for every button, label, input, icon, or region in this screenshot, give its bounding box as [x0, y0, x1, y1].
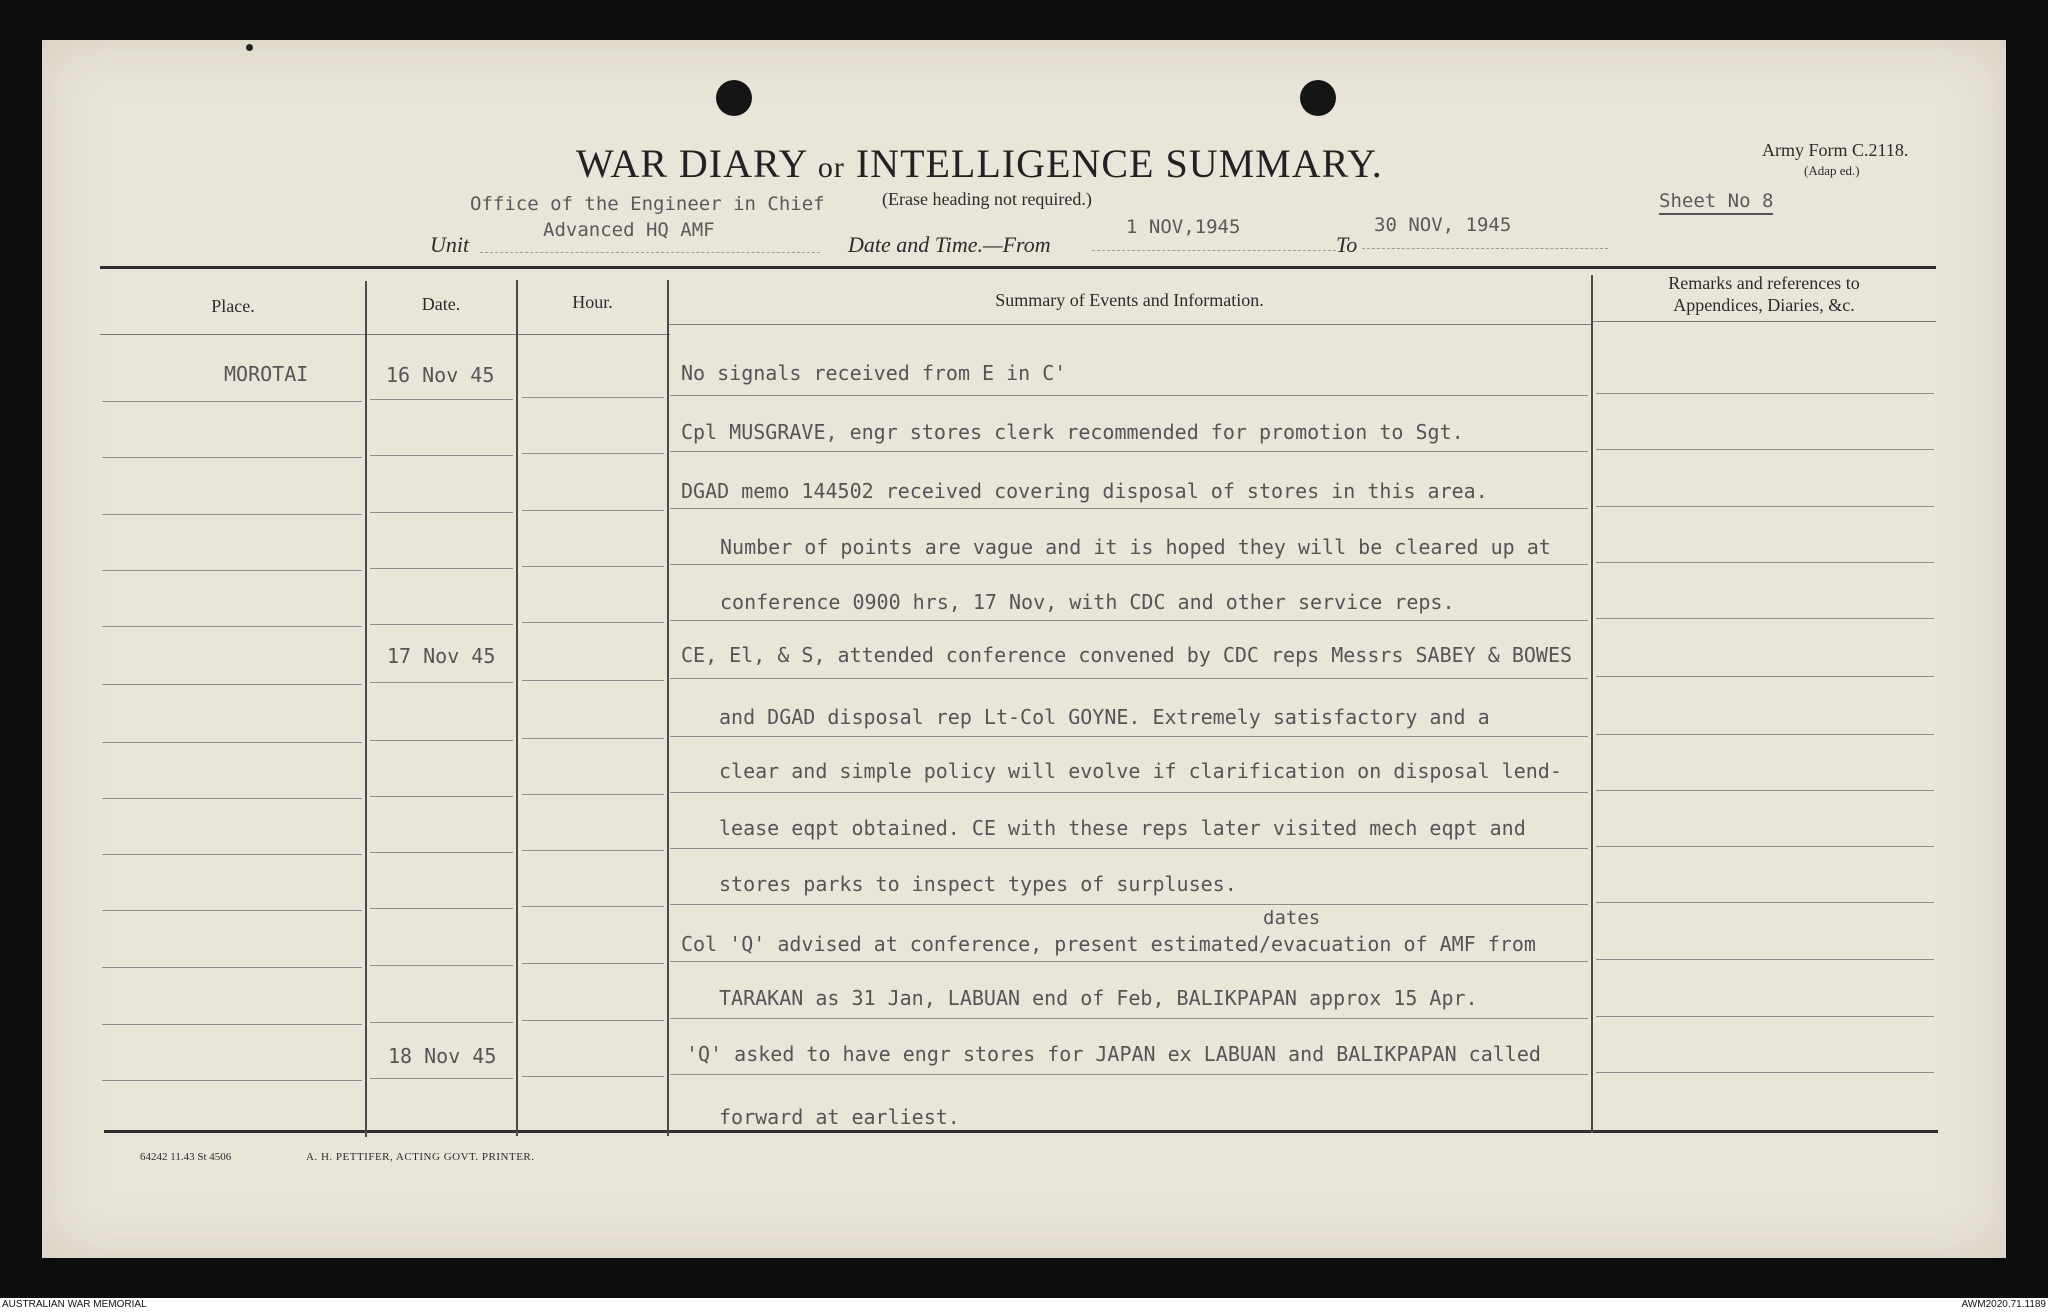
row-rule	[670, 848, 1588, 849]
summary-line: CE, El, & S, attended conference convened by CDC reps Messrs SABEY & BOWES	[681, 643, 1573, 667]
archive-footer	[0, 1298, 2048, 1313]
row-rule	[1596, 959, 1934, 960]
row-rule	[370, 682, 513, 683]
erase-note: (Erase heading not required.)	[882, 189, 1092, 209]
punch-hole-right	[1300, 80, 1336, 116]
row-rule	[670, 961, 1588, 962]
row-rule	[670, 678, 1588, 679]
row-rule	[670, 1074, 1588, 1075]
row-rule	[522, 1020, 664, 1021]
adap-note: (Adap ed.)	[1804, 163, 1860, 178]
row-rule	[522, 566, 664, 567]
row-rule	[370, 624, 513, 625]
row-rule	[670, 792, 1588, 793]
printer-name: A. H. PETTIFER, ACTING GOVT. PRINTER.	[306, 1151, 535, 1163]
unit-value-line1: Office of the Engineer in Chief	[470, 193, 825, 215]
to-date-value: 30 NOV, 1945	[1374, 214, 1512, 236]
row-rule	[522, 622, 664, 623]
row-rule	[102, 570, 362, 571]
summary-line: stores parks to inspect types of surpluses.	[719, 872, 1237, 896]
row-rule	[670, 620, 1588, 621]
row-rule	[522, 397, 664, 398]
row-rule	[1596, 1072, 1934, 1073]
row-rule	[1596, 734, 1934, 735]
title-intelligence-summary: INTELLIGENCE SUMMARY.	[855, 141, 1383, 186]
footer-reference: AWM2020.71.1189	[1961, 1299, 2046, 1310]
row-rule	[522, 680, 664, 681]
row-rule	[102, 457, 362, 458]
row-rule	[370, 1078, 513, 1079]
row-rule	[370, 455, 513, 456]
row-rule	[670, 451, 1588, 452]
summary-line: 'Q' asked to have engr stores for JAPAN ex LABUAN and BALIKPAPAN called	[686, 1042, 1541, 1066]
table-top-rule	[100, 266, 1936, 269]
row-rule	[102, 1080, 362, 1081]
footer-institution: AUSTRALIAN WAR MEMORIAL	[2, 1299, 147, 1310]
row-rule	[1596, 1016, 1934, 1017]
sheet-number: Sheet No 8	[1659, 190, 1773, 215]
row-rule	[670, 736, 1588, 737]
column-header-remarks-line2: Appendices, Diaries, &c.	[1673, 295, 1855, 315]
row-rule	[102, 514, 362, 515]
row-rule	[370, 1022, 513, 1023]
row-rule	[102, 684, 362, 685]
date-18-nov: 18 Nov 45	[388, 1044, 497, 1068]
row-rule	[522, 1076, 664, 1077]
header-rule-summary	[668, 324, 1592, 325]
row-rule	[1596, 393, 1934, 394]
form-title	[576, 140, 1383, 187]
header-rule-left	[100, 334, 670, 335]
row-rule	[102, 967, 362, 968]
row-rule	[370, 740, 513, 741]
row-rule	[370, 796, 513, 797]
row-rule	[522, 850, 664, 851]
unit-field-line	[480, 252, 820, 253]
row-rule	[670, 1018, 1588, 1019]
row-rule	[370, 568, 513, 569]
summary-line: Col 'Q' advised at conference, present estimated/evacuation of AMF from	[681, 932, 1536, 956]
row-rule	[370, 852, 513, 853]
unit-label: Unit	[430, 232, 470, 257]
punch-hole-left	[716, 80, 752, 116]
row-rule	[670, 508, 1588, 509]
summary-line: Number of points are vague and it is hoped they will be cleared up at	[720, 535, 1551, 559]
place-morotai: MOROTAI	[224, 362, 309, 386]
row-rule	[370, 908, 513, 909]
row-rule	[1596, 449, 1934, 450]
summary-line: lease eqpt obtained. CE with these reps later visited mech eqpt and	[719, 816, 1526, 840]
row-rule	[102, 854, 362, 855]
row-rule	[1596, 902, 1934, 903]
column-divider-place-date	[365, 281, 367, 1137]
row-rule	[102, 910, 362, 911]
row-rule	[670, 904, 1588, 905]
row-rule	[522, 510, 664, 511]
column-header-date: Date.	[421, 294, 461, 314]
row-rule	[522, 453, 664, 454]
summary-line: TARAKAN as 31 Jan, LABUAN end of Feb, BALIKPAPAN approx 15 Apr.	[719, 986, 1478, 1010]
row-rule	[370, 399, 513, 400]
row-rule	[522, 963, 664, 964]
column-header-hour: Hour.	[572, 292, 613, 312]
date-time-label: Date and Time.—From	[848, 232, 1051, 257]
printer-code: 64242 11.43 St 4506	[140, 1151, 232, 1163]
paper-mark	[246, 44, 253, 51]
summary-line: and DGAD disposal rep Lt-Col GOYNE. Extremely satisfactory and a	[719, 705, 1490, 729]
row-rule	[102, 1024, 362, 1025]
column-divider-hour-summary	[667, 280, 669, 1136]
summary-line: clear and simple policy will evolve if clarification on disposal lend-	[719, 759, 1562, 783]
title-or: or	[817, 151, 845, 184]
row-rule	[1596, 618, 1934, 619]
row-rule	[1596, 790, 1934, 791]
unit-value-line2: Advanced HQ AMF	[543, 219, 715, 241]
row-rule	[102, 798, 362, 799]
to-field-line	[1362, 248, 1608, 249]
army-form-label: Army Form C.2118.	[1762, 140, 1909, 160]
summary-line: forward at earliest.	[719, 1105, 960, 1129]
column-header-remarks-line1: Remarks and references to	[1668, 273, 1860, 293]
date-17-nov: 17 Nov 45	[387, 644, 496, 668]
summary-line: conference 0900 hrs, 17 Nov, with CDC and other service reps.	[720, 590, 1455, 614]
insert-dates: dates	[1263, 907, 1321, 929]
summary-line: No signals received from E in C'	[681, 361, 1067, 385]
table-bottom-rule	[104, 1130, 1938, 1133]
row-rule	[370, 965, 513, 966]
row-rule	[522, 906, 664, 907]
from-date-value: 1 NOV,1945	[1126, 216, 1241, 238]
row-rule	[1596, 562, 1934, 563]
row-rule	[1596, 676, 1934, 677]
title-war-diary: WAR DIARY	[576, 141, 807, 186]
column-header-summary: Summary of Events and Information.	[995, 290, 1264, 310]
row-rule	[1596, 506, 1934, 507]
from-field-line	[1092, 250, 1336, 251]
summary-line: DGAD memo 144502 received covering disposal of stores in this area.	[681, 479, 1488, 503]
row-rule	[522, 794, 664, 795]
column-header-place: Place.	[211, 296, 255, 316]
row-rule	[102, 626, 362, 627]
row-rule	[670, 564, 1588, 565]
column-divider-date-hour	[516, 280, 518, 1136]
header-rule-remarks	[1592, 321, 1936, 322]
column-divider-summary-remarks	[1591, 275, 1593, 1133]
row-rule	[1596, 846, 1934, 847]
date-16-nov: 16 Nov 45	[386, 363, 495, 387]
row-rule	[102, 742, 362, 743]
row-rule	[522, 738, 664, 739]
row-rule	[670, 395, 1588, 396]
to-label: To	[1336, 232, 1358, 257]
summary-line: Cpl MUSGRAVE, engr stores clerk recommended for promotion to Sgt.	[681, 420, 1464, 444]
row-rule	[102, 401, 362, 402]
row-rule	[370, 512, 513, 513]
